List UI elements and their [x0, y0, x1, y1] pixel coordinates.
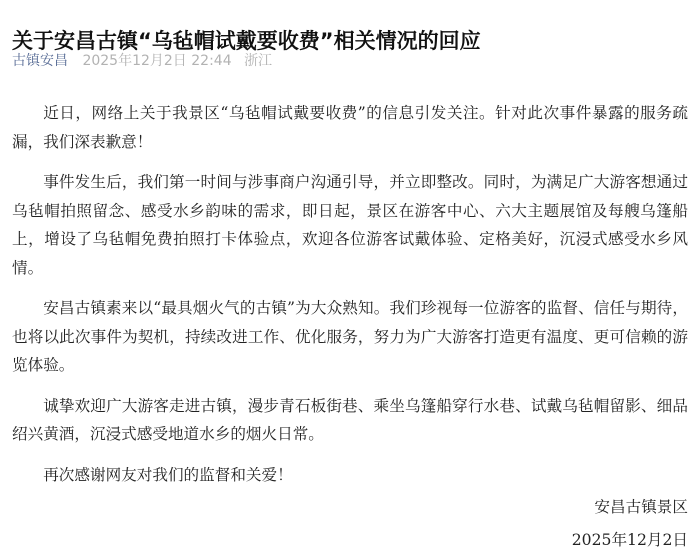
author-link[interactable]: 古镇安昌 [12, 53, 68, 69]
paragraph: 事件发生后，我们第一时间与涉事商户沟通引导，并立即整改。同时，为满足广大游客想通过乌毡帽拍照留念、感受水乡韵味的需求，即日起，景区在游客中心、六大主题展馆及每艘乌篷船上，增设了乌毡帽免费拍照打卡体验点，欢迎各位游客试戴体验、定格美好，沉浸式感受水乡风情。 [12, 173, 688, 277]
article-body [12, 99, 688, 501]
paragraph: 安昌古镇素来以“最具烟火气的古镇”为大众熟知。我们珍视每一位游客的监督、信任与期待，也将以此次事件为契机，持续改进工作、优化服务，努力为广大游客打造更有温度、更可信赖的游览体验。 [12, 299, 688, 374]
signature-date: 2025年12月2日 [571, 531, 688, 549]
paragraph: 再次感谢网友对我们的监督和关爱！ [43, 465, 293, 484]
article-title: 关于安昌古镇“乌毡帽试戴要收费”相关情况的回应 [12, 29, 481, 54]
article-meta [12, 50, 280, 72]
paragraph: 近日，网络上关于我景区“乌毡帽试戴要收费”的信息引发关注。针对此次事件暴露的服务疏漏，我们深表歉意！ [12, 104, 688, 151]
signature: 安昌古镇景区 [594, 498, 688, 516]
paragraph: 诚挚欢迎广大游客走进古镇，漫步青石板街巷、乘坐乌篷船穿行水巷、试戴乌毡帽留影、细品绍兴黄酒，沉浸式感受地道水乡的烟火日常。 [12, 396, 688, 443]
publish-time: 2025年12月2日 22:44 [82, 53, 232, 69]
publish-location: 浙江 [244, 53, 273, 69]
